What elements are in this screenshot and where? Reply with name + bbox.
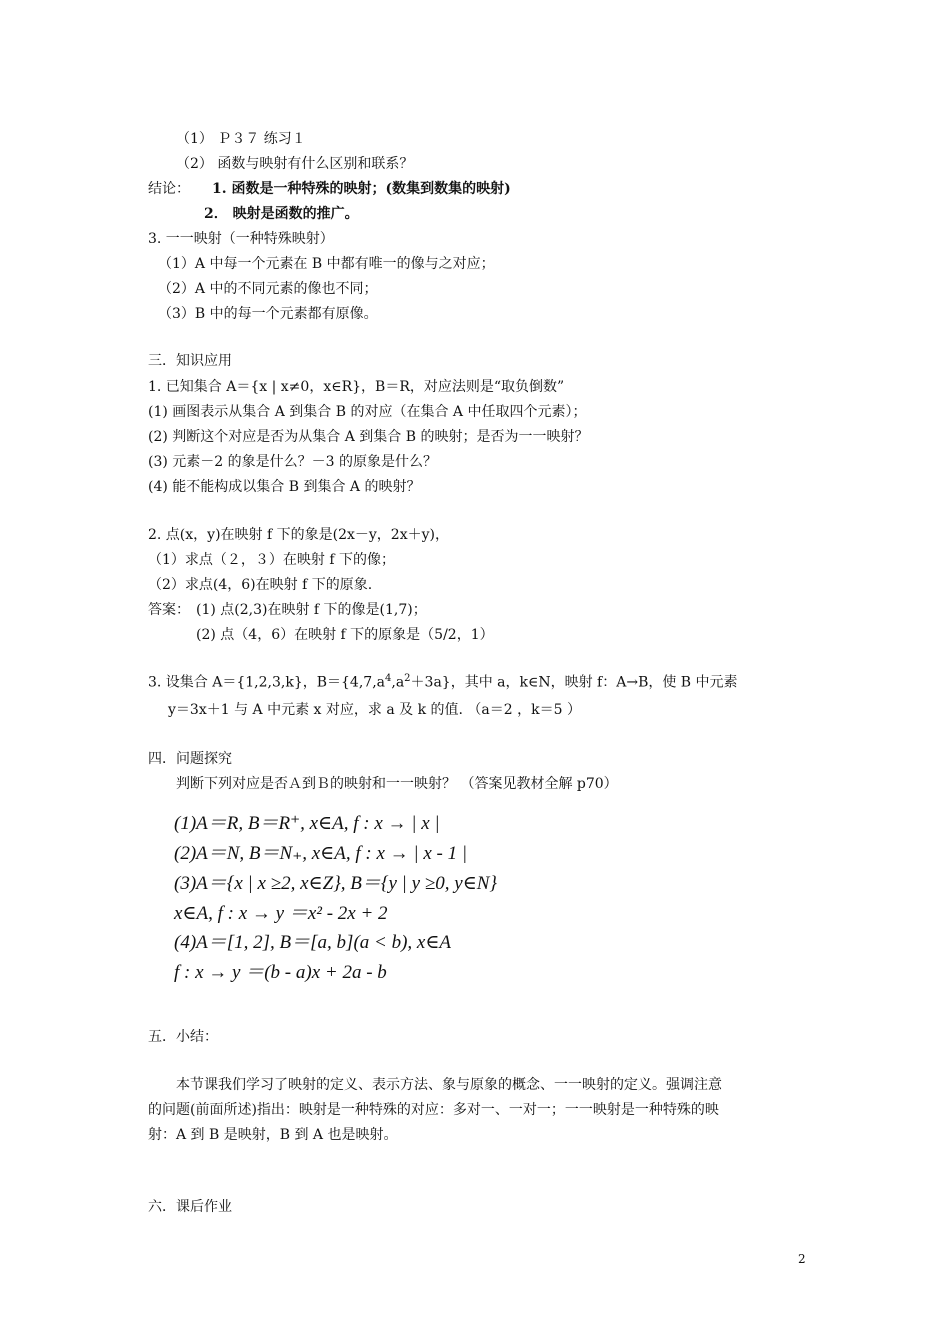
formula-4b: f : x → y ＝(b - a)x + 2a - b: [174, 962, 387, 983]
page-number: 2: [798, 1252, 806, 1266]
section-4-intro: 判断下列对应是否Ａ到Ｂ的映射和一一映射？ （答案见教材全解 p70）: [176, 776, 618, 792]
section-6-heading: 六．课后作业: [148, 1199, 232, 1215]
q1-part-2: (2) 判断这个对应是否为从集合 A 到集合 B 的映射；是否为一一映射？: [148, 429, 589, 445]
bijection-condition-1: （1）A 中每一个元素在 B 中都有唯一的像与之对应；: [158, 256, 495, 272]
summary-line-1: 本节课我们学习了映射的定义、表示方法、象与原象的概念、一一映射的定义。强调注意: [176, 1077, 722, 1093]
q2-stem: 2. 点(x，y)在映射 f 下的象是(2x－y，2x＋y)，: [148, 527, 449, 543]
bijection-condition-2: （2）A 中的不同元素的像也不同；: [158, 281, 378, 297]
q2-answer-1: (1) 点(2,3)在映射 f 下的像是(1,7)；: [196, 602, 427, 618]
q3-text-a: 3. 设集合 A＝{1,2,3,k}，B＝{4,7,a: [148, 674, 385, 691]
formula-1: (1)A＝R, B＝R⁺, x∈A, f : x → | x |: [174, 813, 440, 834]
q2-answer-label: 答案：: [148, 602, 190, 618]
q1-part-1: (1) 画图表示从集合 A 到集合 B 的对应（在集合 A 中任取四个元素）；: [148, 404, 587, 420]
conclusion-label: 结论：: [148, 181, 190, 197]
q3-superscript-4: 4: [385, 673, 392, 684]
section-5-heading: 五．小结：: [148, 1029, 218, 1045]
bijection-condition-3: （3）B 中的每一个元素都有原像。: [158, 306, 378, 322]
summary-line-2: 的问题(前面所述)指出：映射是一种特殊的对应：多对一、一对一；一一映射是一种特殊的映: [148, 1102, 719, 1118]
review-item-1: （1） Ｐ３７ 练习１: [176, 131, 306, 147]
review-item-2: （2） 函数与映射有什么区别和联系？: [176, 156, 414, 172]
q3-line-2: y＝3x＋1 与 A 中元素 x 对应，求 a 及 k 的值. （a＝2 ，k＝5 ）: [168, 702, 581, 718]
q1-stem: 1. 已知集合 A＝{x | x≠0，x∈R}，B＝R，对应法则是“取负倒数”: [148, 379, 565, 395]
q3-text-c: ＋3a}，其中 a，k∈N，映射 f：A→B，使 B 中元素: [410, 674, 738, 691]
q3-superscript-2: 2: [404, 673, 411, 684]
formula-4: (4)A＝[1, 2], B＝[a, b](a < b), x∈A: [174, 932, 452, 953]
conclusion-point-2: 2． 映射是函数的推广。: [204, 206, 359, 222]
q2-part-2: （2）求点(4，6)在映射 f 下的原象.: [148, 577, 373, 593]
summary-line-3: 射：A 到 B 是映射，B 到 A 也是映射。: [148, 1127, 398, 1143]
section-3-heading: 三．知识应用: [148, 353, 232, 369]
q2-part-1: （1）求点（２，３）在映射 f 下的像；: [148, 552, 395, 568]
formula-3b: x∈A, f : x → y ＝x² - 2x + 2: [174, 903, 388, 924]
formula-2: (2)A＝N, B＝N₊, x∈A, f : x → | x - 1 |: [174, 843, 468, 864]
q1-part-4: (4) 能不能构成以集合 B 到集合 A 的映射？: [148, 479, 421, 495]
conclusion-point-1: 1. 函数是一种特殊的映射；(数集到数集的映射): [212, 181, 511, 197]
q3-line-1: [148, 670, 738, 692]
q2-answer-2: (2) 点（4，6）在映射 f 下的原象是（5/2，1）: [196, 627, 494, 643]
formula-3: (3)A＝{x | x ≥2, x∈Z}, B＝{y | y ≥0, y∈N}: [174, 873, 498, 894]
q1-part-3: (3) 元素－2 的象是什么？－3 的原象是什么？: [148, 454, 437, 470]
section-4-heading: 四．问题探究: [148, 751, 232, 767]
bijection-title: 3. 一一映射（一种特殊映射）: [148, 231, 334, 247]
q3-text-b: ,a: [391, 674, 405, 691]
